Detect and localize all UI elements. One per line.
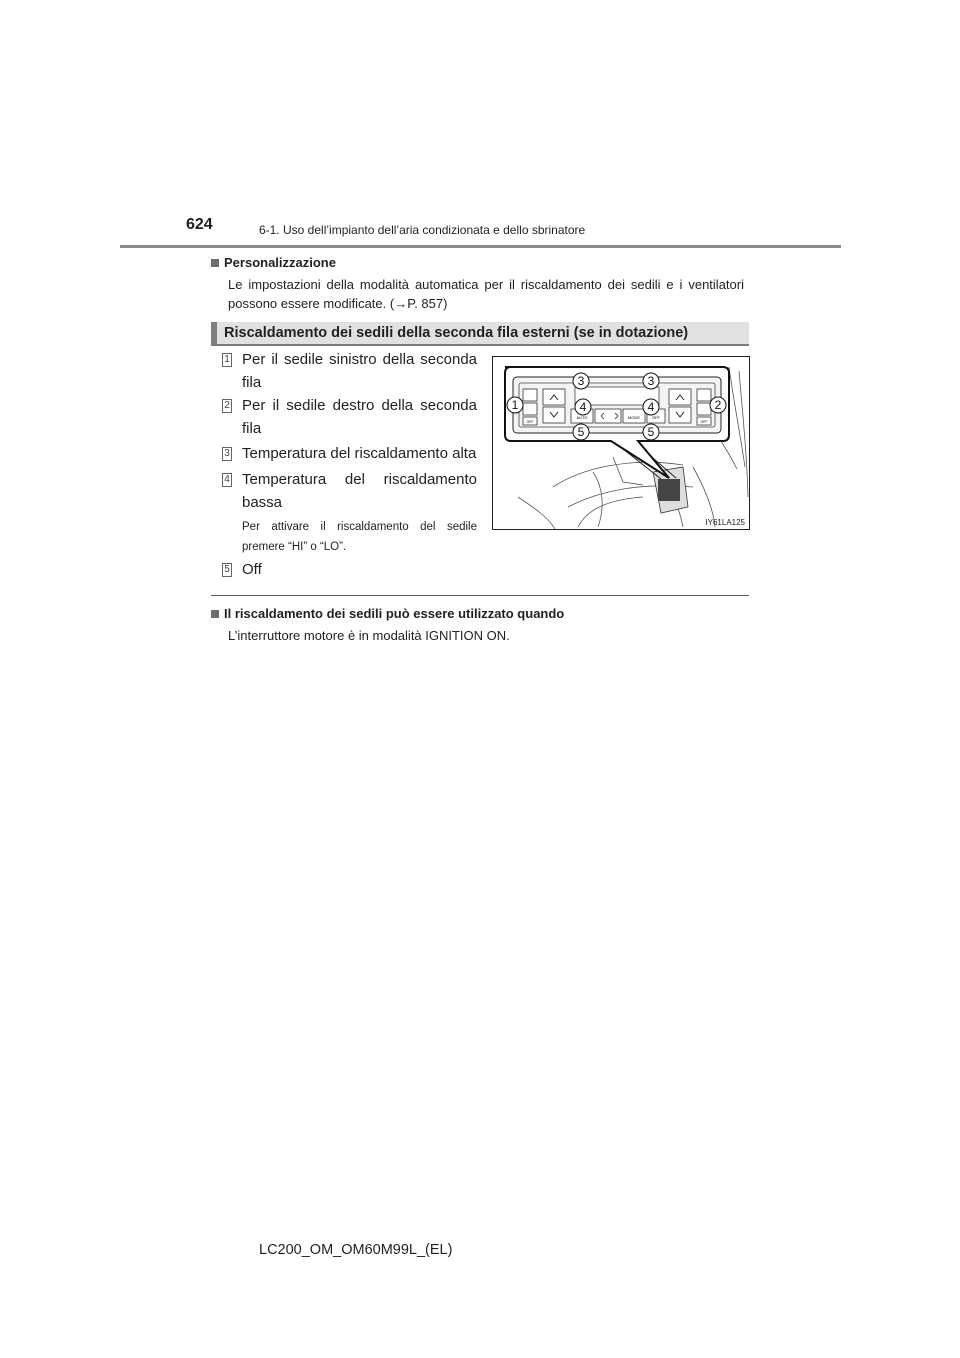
item-text: Temperatura del riscaldamento bassa — [242, 471, 477, 511]
auto-label: AUTO — [576, 415, 588, 420]
item-text: Per il sedile sinistro della seconda fila — [242, 351, 477, 391]
item-number-badge: 4 — [222, 473, 232, 487]
console-panel — [658, 479, 680, 501]
document-code: LC200_OM_OM60M99L_(EL) — [259, 1242, 453, 1258]
callout-number: 2 — [714, 398, 722, 412]
chapter-title: 6-1. Uso dell’impianto dell’aria condizionata e dello sbrinatore — [259, 223, 586, 237]
section-title-bar — [211, 322, 749, 346]
callout-number: 3 — [577, 374, 585, 388]
item-text: Off — [242, 561, 262, 578]
usage-heading — [211, 606, 564, 621]
header-rule — [120, 245, 841, 248]
callout-number: 1 — [511, 398, 519, 412]
callout-number: 4 — [579, 400, 587, 414]
personalization-heading — [211, 255, 336, 270]
illustration-svg — [493, 357, 749, 529]
section-divider — [211, 595, 749, 596]
callout-number: 5 — [577, 425, 585, 439]
callout-number: 5 — [647, 425, 655, 439]
section-accent — [211, 322, 217, 346]
callout-number: 4 — [647, 400, 655, 414]
right-off-label: OFF — [700, 420, 708, 424]
item-number-badge: 1 — [222, 353, 232, 367]
seat-heater-illustration — [492, 356, 750, 530]
item-number-badge: 2 — [222, 399, 232, 413]
item-number-badge: 3 — [222, 447, 232, 461]
section-title: Riscaldamento dei sedili della seconda fila esterni (se in dotazione) — [224, 325, 689, 341]
usage-text: L’interruttore motore è in modalità IGNITION ON. — [228, 628, 510, 643]
square-bullet-icon — [211, 259, 219, 267]
figure-code: IY61LA125 — [705, 518, 745, 527]
item-text: Per il sedile destro della seconda fila — [242, 397, 477, 437]
callout-number: 3 — [647, 374, 655, 388]
fan-off-label: OFF — [652, 415, 660, 420]
personalization-heading-text: Personalizzazione — [224, 255, 336, 270]
item-text: Temperatura del riscaldamento alta — [242, 445, 477, 462]
personalization-text: Le impostazioni della modalità automatica per il riscaldamento dei sedili e i ventilatori possono essere modificate. (→P. 857) — [228, 277, 744, 311]
left-off-label: OFF — [526, 420, 534, 424]
square-bullet-icon — [211, 610, 219, 618]
mode-label: MODE — [628, 415, 640, 420]
item-number-badge: 5 — [222, 563, 232, 577]
usage-heading-text: Il riscaldamento dei sedili può essere utilizzato quando — [224, 606, 565, 621]
note-text: Per attivare il riscaldamento del sedile premere “HI” o “LO”. — [242, 521, 477, 553]
page-number: 624 — [186, 216, 213, 233]
